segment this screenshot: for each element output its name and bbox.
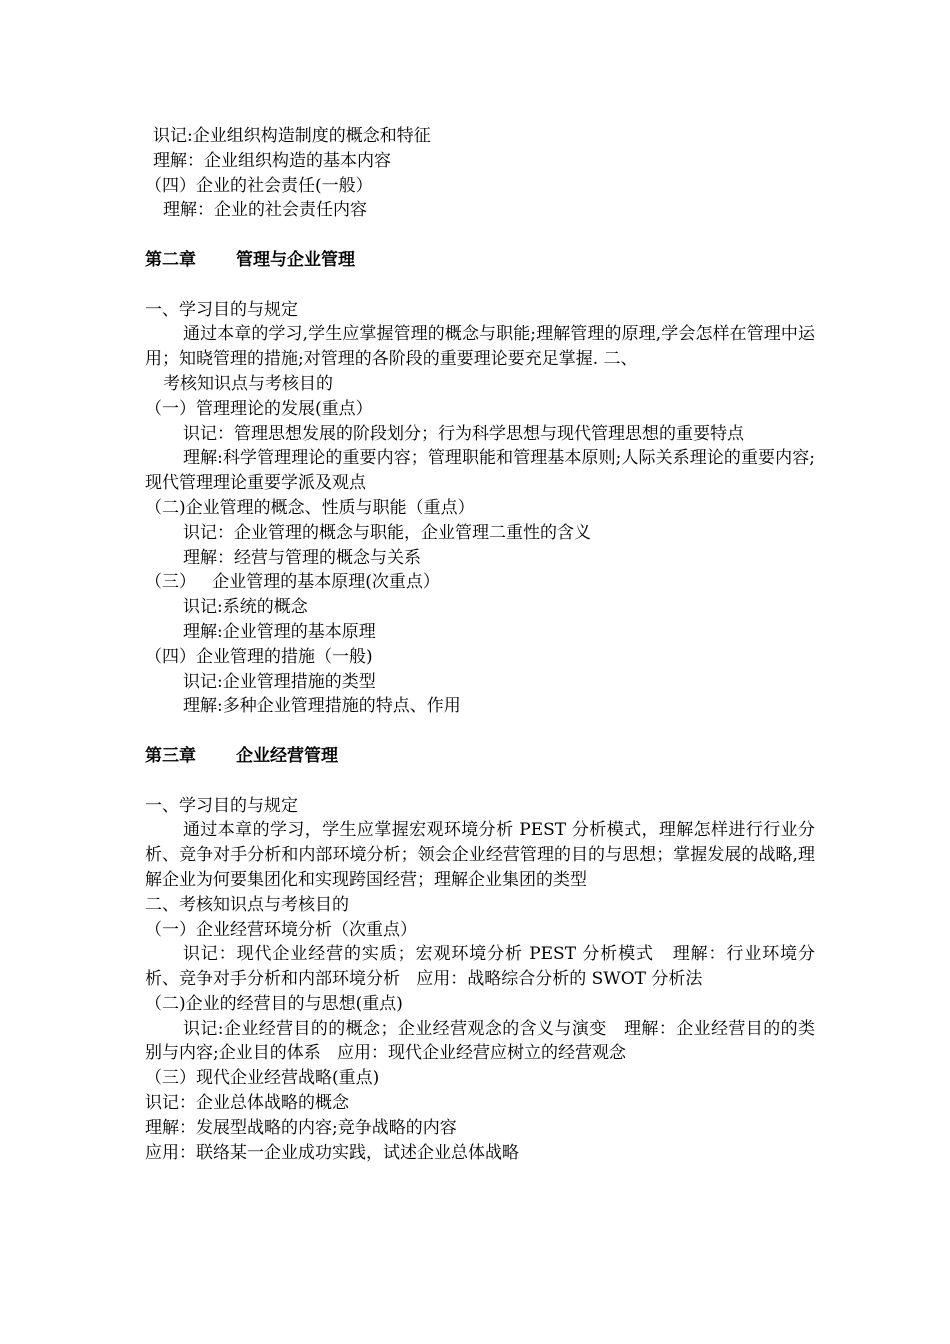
understand-line: 理解：经营与管理的概念与关系 <box>183 547 421 568</box>
point-heading: （四）企业管理的措施（一般) <box>145 646 373 667</box>
point-heading: （三） 企业管理的基本原理(次重点） <box>145 572 440 593</box>
point-heading: （三）现代企业经营战略(重点) <box>145 1068 380 1089</box>
spacer <box>145 273 815 298</box>
section-heading: （四）企业的社会责任(一般） <box>145 175 373 196</box>
understand-line: 理解：企业的社会责任内容 <box>163 200 367 221</box>
chapter-heading <box>145 248 815 273</box>
recall-line: 识记：企业管理的概念与职能，企业管理二重性的含义 <box>183 522 591 543</box>
section-heading: 考核知识点与考核目的 <box>163 373 333 394</box>
point-heading: （一）管理理论的发展(重点） <box>145 398 373 419</box>
chapter-title: 管理与企业管理 <box>236 249 355 270</box>
chapter-number: 第三章 <box>145 745 196 766</box>
recall-line: 识记:企业组织构造制度的概念和特征 <box>153 126 431 146</box>
recall-line: 识记:企业管理措施的类型 <box>183 671 376 692</box>
understand-paragraph: 理解:科学管理理论的重要内容；管理职能和管理基本原则;人际关系理论的重要内容;现代管理理论重要学派及观点 <box>145 448 815 494</box>
point-body: 识记：现代企业经营的实质；宏观环境分析 PEST 分析模式 理解：行业环境分析、竞争对手分析和内部环境分析 应用：战略综合分析的 SWOT 分析法 <box>145 944 815 990</box>
section-heading: 二、考核知识点与考核目的 <box>145 894 349 915</box>
understand-line: 理解：企业组织构造的基本内容 <box>153 150 391 171</box>
chapter-number: 第二章 <box>145 249 196 270</box>
chapter-title: 企业经营管理 <box>236 745 338 766</box>
understand-line: 理解:多种企业管理措施的特点、作用 <box>183 696 461 717</box>
spacer <box>145 769 815 794</box>
document-page <box>145 124 815 1165</box>
body-paragraph: 通过本章的学习，学生应掌握宏观环境分析 PEST 分析模式，理解怎样进行行业分析、竞争对手分析和内部环境分析；领会企业经营管理的目的与思想；掌握发展的战略,理解企业为何要集团化和实现跨国经营；理解企业集团的类型 <box>145 820 815 890</box>
chapter-heading <box>145 744 815 769</box>
understand-line: 理解:企业管理的基本原理 <box>183 621 376 642</box>
point-heading: （二)企业管理的概念、性质与职能（重点） <box>145 497 475 518</box>
recall-line: 识记:系统的概念 <box>183 597 308 618</box>
recall-paragraph: 识记：管理思想发展的阶段划分；行为科学思想与现代管理思想的重要特点 <box>183 423 744 444</box>
point-heading: （一）企业经营环境分析（次重点） <box>145 919 417 940</box>
recall-line: 识记：企业总体战略的概念 <box>145 1093 349 1114</box>
understand-line: 理解：发展型战略的内容;竞争战略的内容 <box>145 1117 457 1138</box>
section-heading: 一、学习目的与规定 <box>145 299 298 320</box>
body-paragraph: 通过本章的学习,学生应掌握管理的概念与职能;理解管理的原理,学会怎样在管理中运用；知晓管理的措施;对管理的各阶段的重要理论要充足掌握. 二、 <box>145 324 815 370</box>
spacer <box>145 719 815 744</box>
apply-line: 应用：联络某一企业成功实践，试述企业总体战略 <box>145 1142 519 1163</box>
spacer <box>145 223 815 248</box>
point-body: 识记:企业经营目的的概念；企业经营观念的含义与演变 理解：企业经营目的的类别与内容;企业目的体系 应用：现代企业经营应树立的经营观念 <box>145 1018 815 1064</box>
section-heading: 一、学习目的与规定 <box>145 795 298 816</box>
point-heading: （二)企业的经营目的与思想(重点) <box>145 993 403 1014</box>
